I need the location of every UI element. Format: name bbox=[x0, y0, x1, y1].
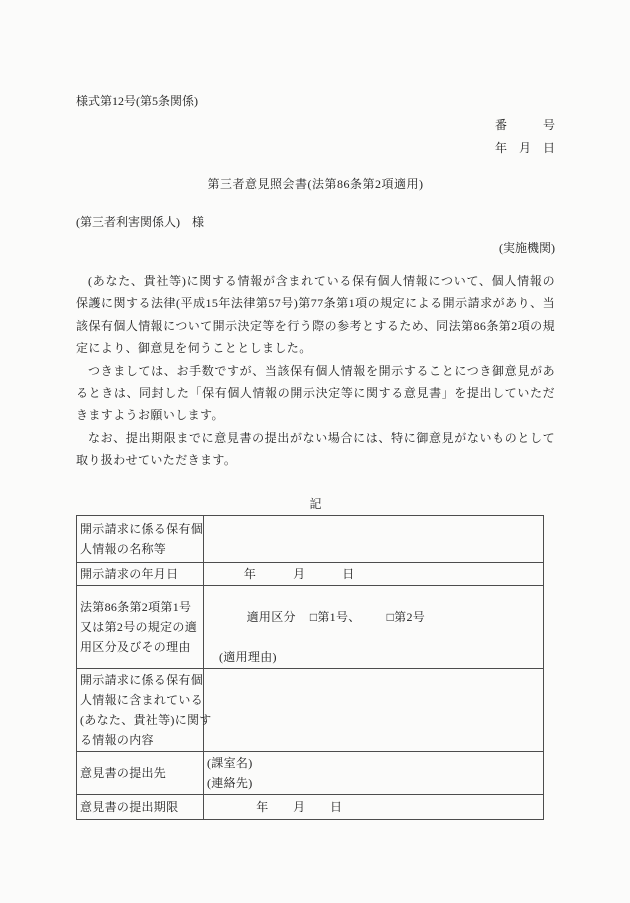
application-category-label: 適用区分 bbox=[246, 609, 296, 624]
table-row-submission-deadline bbox=[77, 794, 544, 819]
table-row-application-category bbox=[77, 585, 544, 668]
option-no1-label: 第1号、 bbox=[317, 609, 361, 624]
row-value-submission-destination bbox=[204, 751, 544, 794]
document-title: 第三者意見照会書(法第86条第2項適用) bbox=[207, 177, 424, 191]
request-date-blank: 年 月 日 bbox=[207, 566, 355, 581]
header-right-block bbox=[76, 114, 555, 160]
application-category-line bbox=[207, 587, 540, 647]
row-value-request-date bbox=[204, 562, 544, 585]
deadline-date-blank: 年 月 日 bbox=[207, 799, 343, 814]
row-value-info-content bbox=[204, 668, 544, 751]
table-row-personal-info-name bbox=[77, 515, 544, 562]
body-paragraph-1: (あなた、貴社等)に関する情報が含まれている保有個人情報について、個人情報の保護に関する法律(平成15年法律第57号)第77条第1項の規定による開示請求があり、当該保有個人情報について開示決定等を行う際の参考とするため、同法第86条第2項の規定により、御意見を伺うこととしました。 bbox=[76, 274, 555, 356]
issuer-line: (実施機関) bbox=[499, 241, 555, 255]
row-value-personal-info-name bbox=[204, 515, 544, 562]
date-line: 年 月 日 bbox=[494, 141, 555, 155]
inquiry-table bbox=[76, 515, 544, 820]
form-number: 様式第12号(第5条関係) bbox=[76, 94, 198, 108]
table-row-request-date bbox=[77, 562, 544, 585]
addressee-line: (第三者利害関係人) 様 bbox=[76, 215, 204, 229]
contact-label: (連絡先) bbox=[207, 775, 253, 790]
table-row-submission-destination bbox=[77, 751, 544, 794]
row-label-application-category: 法第86条第2項第1号 又は第2号の規定の適 用区分及びその理由 bbox=[77, 585, 204, 668]
row-label-request-date: 開示請求の年月日 bbox=[77, 562, 204, 585]
row-label-info-content: 開示請求に係る保有個 人情報に含まれている (あなた、貴社等)に関す る情報の内容 bbox=[77, 668, 204, 751]
option-no2-label: 第2号 bbox=[394, 609, 426, 624]
body-paragraph-2: つきましては、お手数ですが、当該保有個人情報を開示することにつき御意見があるときは、同封した「保有個人情報の開示決定等に関する意見書」を提出していただきますようお願いします。 bbox=[76, 363, 555, 423]
checkbox-no2-icon: □ bbox=[386, 609, 395, 624]
row-label-submission-deadline: 意見書の提出期限 bbox=[77, 794, 204, 819]
application-reason-label: (適用理由) bbox=[219, 649, 277, 664]
row-value-submission-deadline bbox=[204, 794, 544, 819]
row-value-application-category bbox=[204, 585, 544, 668]
row-label-submission-destination: 意見書の提出先 bbox=[77, 751, 204, 794]
section-name-label: (課室名) bbox=[207, 755, 253, 770]
row-label-personal-info-name: 開示請求に係る保有個 人情報の名称等 bbox=[77, 515, 204, 562]
body-text bbox=[76, 270, 555, 472]
document-number-line: 番 号 bbox=[494, 118, 555, 132]
body-paragraph-3: なお、提出期限までに意見書の提出がない場合には、特に御意見がないものとして取り扱わせていただきます。 bbox=[76, 430, 555, 468]
checkbox-no1-icon: □ bbox=[309, 609, 318, 624]
table-row-info-content bbox=[77, 668, 544, 751]
record-marker: 記 bbox=[309, 496, 322, 511]
